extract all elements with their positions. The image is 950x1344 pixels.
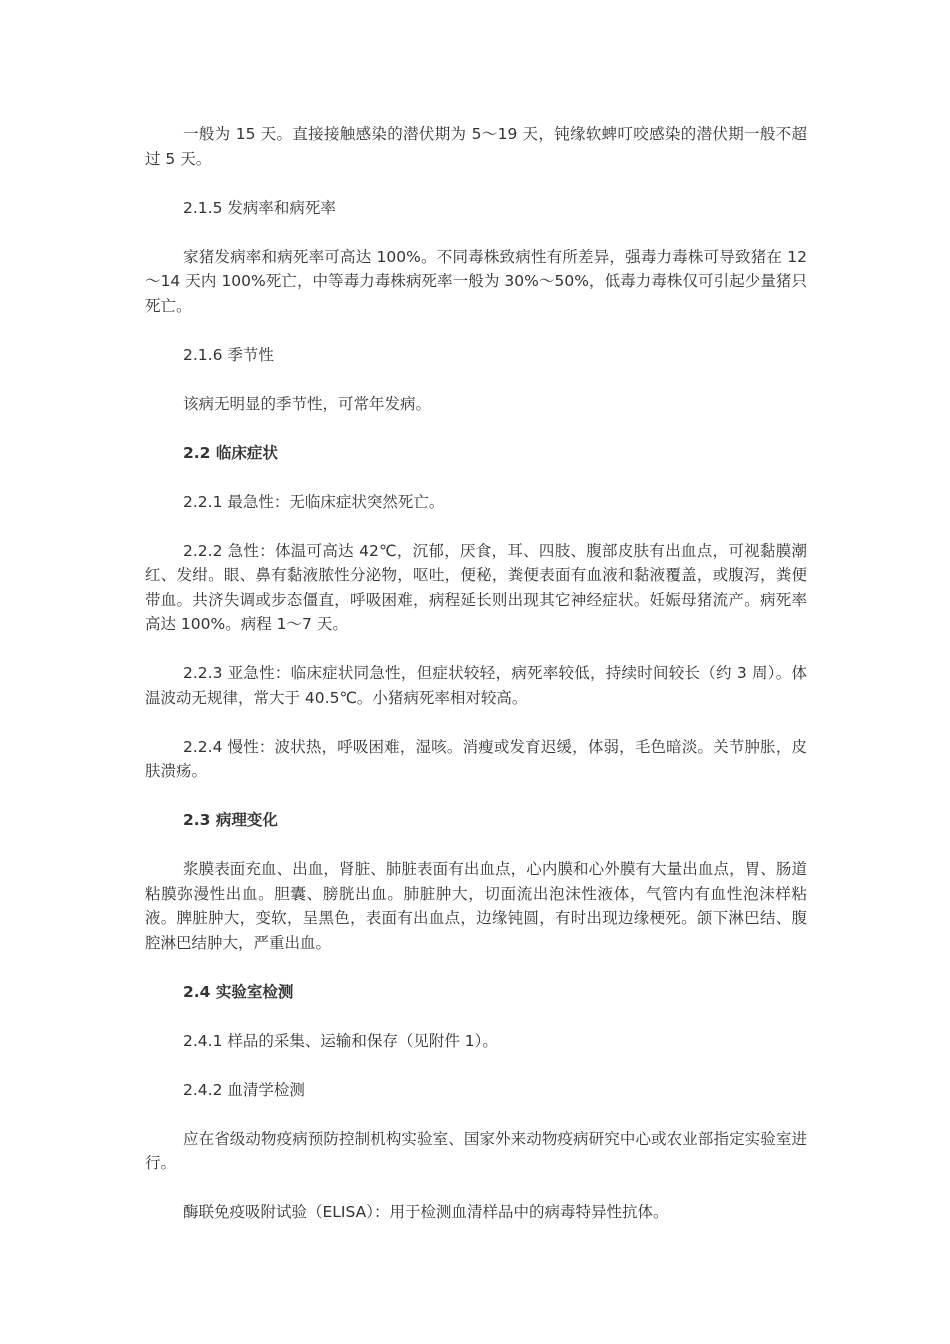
- section-heading-2-4: 2.4 实验室检测: [183, 982, 294, 1001]
- paragraph-incubation-continued: 一般为 15 天。直接接触感染的潜伏期为 5～19 天，钝缘软蜱叮咬感染的潜伏期一般不超过 5 天。: [145, 125, 807, 168]
- paragraph-subacute: 2.2.3 亚急性：临床症状同急性，但症状较轻，病死率较低，持续时间较长（约 3 周）。体温波动无规律，常大于 40.5℃。小猪病死率相对较高。: [145, 664, 807, 707]
- paragraph-chronic: 2.2.4 慢性：波状热，呼吸困难，湿咳。消瘦或发育迟缓，体弱，毛色暗淡。关节肿胀，皮肤溃疡。: [145, 737, 807, 780]
- paragraph-morbidity-mortality: 家猪发病率和病死率可高达 100%。不同毒株致病性有所差异，强毒力毒株可导致猪在 12～14 天内 100%死亡，中等毒力毒株病死率一般为 30%～50%，低毒力毒株仅可引起少量猪只死亡。: [145, 247, 807, 315]
- paragraph-peracute: 2.2.1 最急性：无临床症状突然死亡。: [183, 492, 445, 511]
- paragraph-elisa: 酶联免疫吸附试验（ELISA）：用于检测血清样品中的病毒特异性抗体。: [183, 1203, 669, 1221]
- paragraph-acute: 2.2.2 急性：体温可高达 42℃，沉郁，厌食，耳、四肢、腹部皮肤有出血点，可视黏膜潮红、发绀。眼、鼻有黏液脓性分泌物，呕吐，便秘，粪便表面有血液和黏液覆盖，或腹泻，粪便带血。共济失调或步态僵直，呼吸困难，病程延长则出现其它神经症状。妊娠母猪流产。病死率高达 100%。病程 1～7 天。: [145, 541, 807, 633]
- paragraph-pathology: 浆膜表面充血、出血，肾脏、肺脏表面有出血点，心内膜和心外膜有大量出血点，胃、肠道粘膜弥漫性出血。胆囊、膀胱出血。肺脏肿大，切面流出泡沫性液体，气管内有血性泡沫样粘液。脾脏肿大，变软，呈黑色，表面有出血点，边缘钝圆，有时出现边缘梗死。颌下淋巴结、腹腔淋巴结肿大，严重出血。: [145, 860, 807, 952]
- paragraph-lab-location: 应在省级动物疫病预防控制机构实验室、国家外来动物疫病研究中心或农业部指定实验室进行。: [145, 1129, 807, 1172]
- section-heading-2-4-2: 2.4.2 血清学检测: [183, 1080, 305, 1099]
- section-heading-2-1-6: 2.1.6 季节性: [183, 345, 274, 364]
- document-body: [145, 122, 807, 1249]
- paragraph-seasonality: 该病无明显的季节性，可常年发病。: [183, 394, 432, 413]
- section-heading-2-1-5: 2.1.5 发病率和病死率: [183, 198, 336, 217]
- section-heading-2-2: 2.2 临床症状: [183, 443, 278, 462]
- section-heading-2-4-1: 2.4.1 样品的采集、运输和保存（见附件 1）。: [183, 1031, 498, 1050]
- section-heading-2-3: 2.3 病理变化: [183, 811, 278, 829]
